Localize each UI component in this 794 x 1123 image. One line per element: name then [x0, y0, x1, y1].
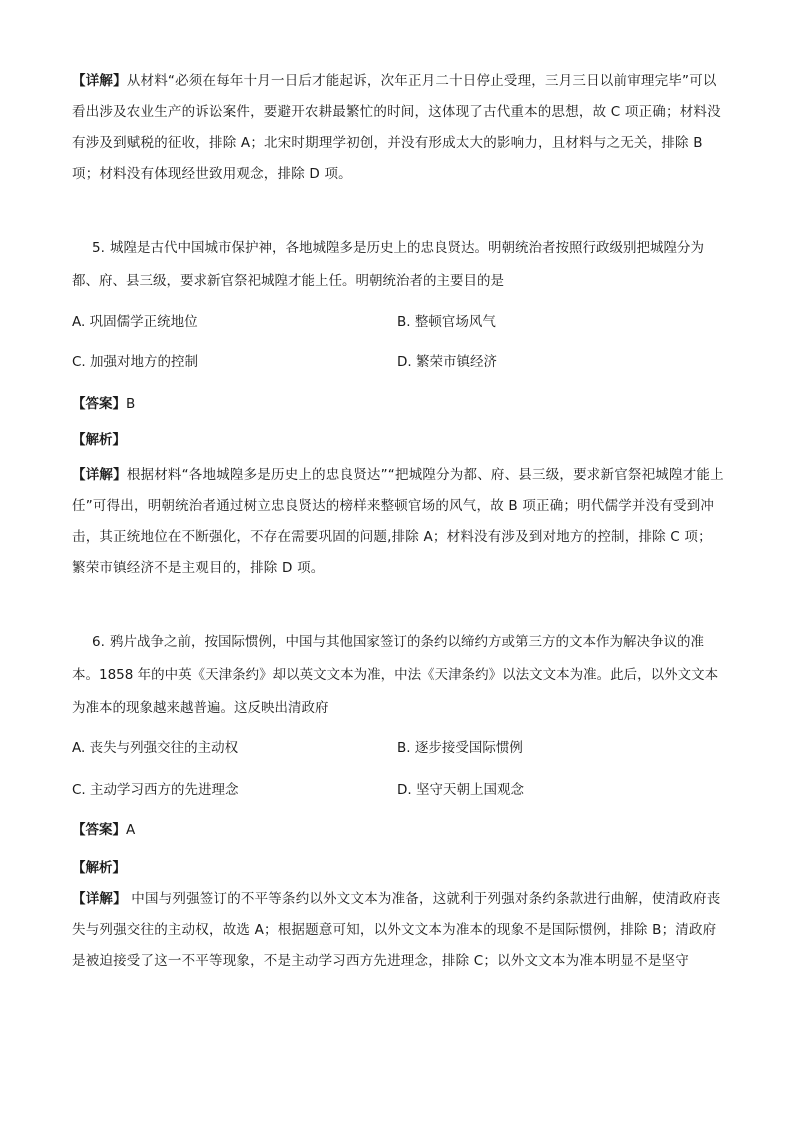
q6-option-b: B. 逐步接受国际惯例	[397, 740, 523, 756]
q6-option-c: C. 主动学习西方的先进理念	[72, 782, 239, 798]
answer-value: A	[126, 822, 136, 838]
q5-option-a: A. 巩固儒学正统地位	[72, 314, 198, 330]
q5-detail-paragraph	[72, 460, 724, 584]
q5-option-b: B. 整顿官场风气	[397, 314, 496, 330]
question-text: 鸦片战争之前，按国际惯例，中国与其他国家签订的条约以缔约方或第三方的文本作为解决争议的准本。1858 年的中英《天津条约》却以英文文本为准，中法《天津条约》以法文文本为准。此后，以外文文本为准本的现象越来越普遍。这反映出清政府	[72, 634, 719, 716]
question-number: 6.	[92, 634, 105, 650]
q5-option-c: C. 加强对地方的控制	[72, 354, 199, 370]
question-5-stem	[72, 232, 724, 298]
q5-option-d: D. 繁荣市镇经济	[397, 354, 497, 370]
q6-option-a: A. 丧失与列强交往的主动权	[72, 740, 239, 756]
answer-value: B	[126, 396, 136, 412]
question-number: 5.	[92, 240, 105, 256]
q6-answer	[72, 820, 135, 840]
answer-tag: 【答案】	[72, 822, 126, 838]
detail-text: 从材料“必须在每年十月一日后才能起诉，次年正月二十日停止受理，三月三日以前审理完毕”可以看出涉及农业生产的诉讼案件，要避开农耕最繁忙的时间，这体现了古代重本的思想，故 C 项正确；材料没有涉及到赋税的征收，排除 A；北宋时期理学初创，并没有形成太大的影响力，且材料与之无关，排除 B 项；材料没有体现经世致用观念，排除 D 项。	[72, 73, 721, 182]
q5-analysis-label: 【解析】	[72, 432, 126, 448]
detail-paragraph-q4	[72, 66, 724, 190]
answer-tag: 【答案】	[72, 396, 126, 412]
detail-tag: 【详解】	[72, 467, 127, 483]
q6-detail-paragraph	[72, 884, 724, 977]
detail-tag: 【详解】	[72, 73, 127, 89]
detail-text: 中国与列强签订的不平等条约以外文文本为准备，这就利于列强对条约条款进行曲解，使清政府丧失与列强交往的主动权，故选 A；根据题意可知，以外文文本为准本的现象不是国际惯例，排除 B；清政府是被迫接受了这一不平等现象，不是主动学习西方先进理念，排除 C；以外文文本为准本明显不是坚守	[72, 891, 721, 969]
q6-analysis-label: 【解析】	[72, 860, 126, 876]
q5-answer	[72, 394, 135, 414]
detail-tag: 【详解】	[72, 891, 127, 907]
detail-text: 根据材料“各地城隍多是历史上的忠良贤达”“把城隍分为都、府、县三级，要求新官祭祀城隍才能上任”可得出，明朝统治者通过树立忠良贤达的榜样来整顿官场的风气，故 B 项正确；明代儒学并没有受到冲击，其正统地位在不断强化，不存在需要巩固的问题,排除 A；材料没有涉及到对地方的控制，排除 C 项；繁荣市镇经济不是主观目的，排除 D 项。	[72, 467, 724, 576]
question-6-stem	[72, 626, 724, 725]
question-text: 城隍是古代中国城市保护神，各地城隍多是历史上的忠良贤达。明朝统治者按照行政级别把城隍分为都、府、县三级，要求新官祭祀城隍才能上任。明朝统治者的主要目的是	[72, 240, 704, 289]
q6-option-d: D. 坚守天朝上国观念	[397, 782, 524, 798]
